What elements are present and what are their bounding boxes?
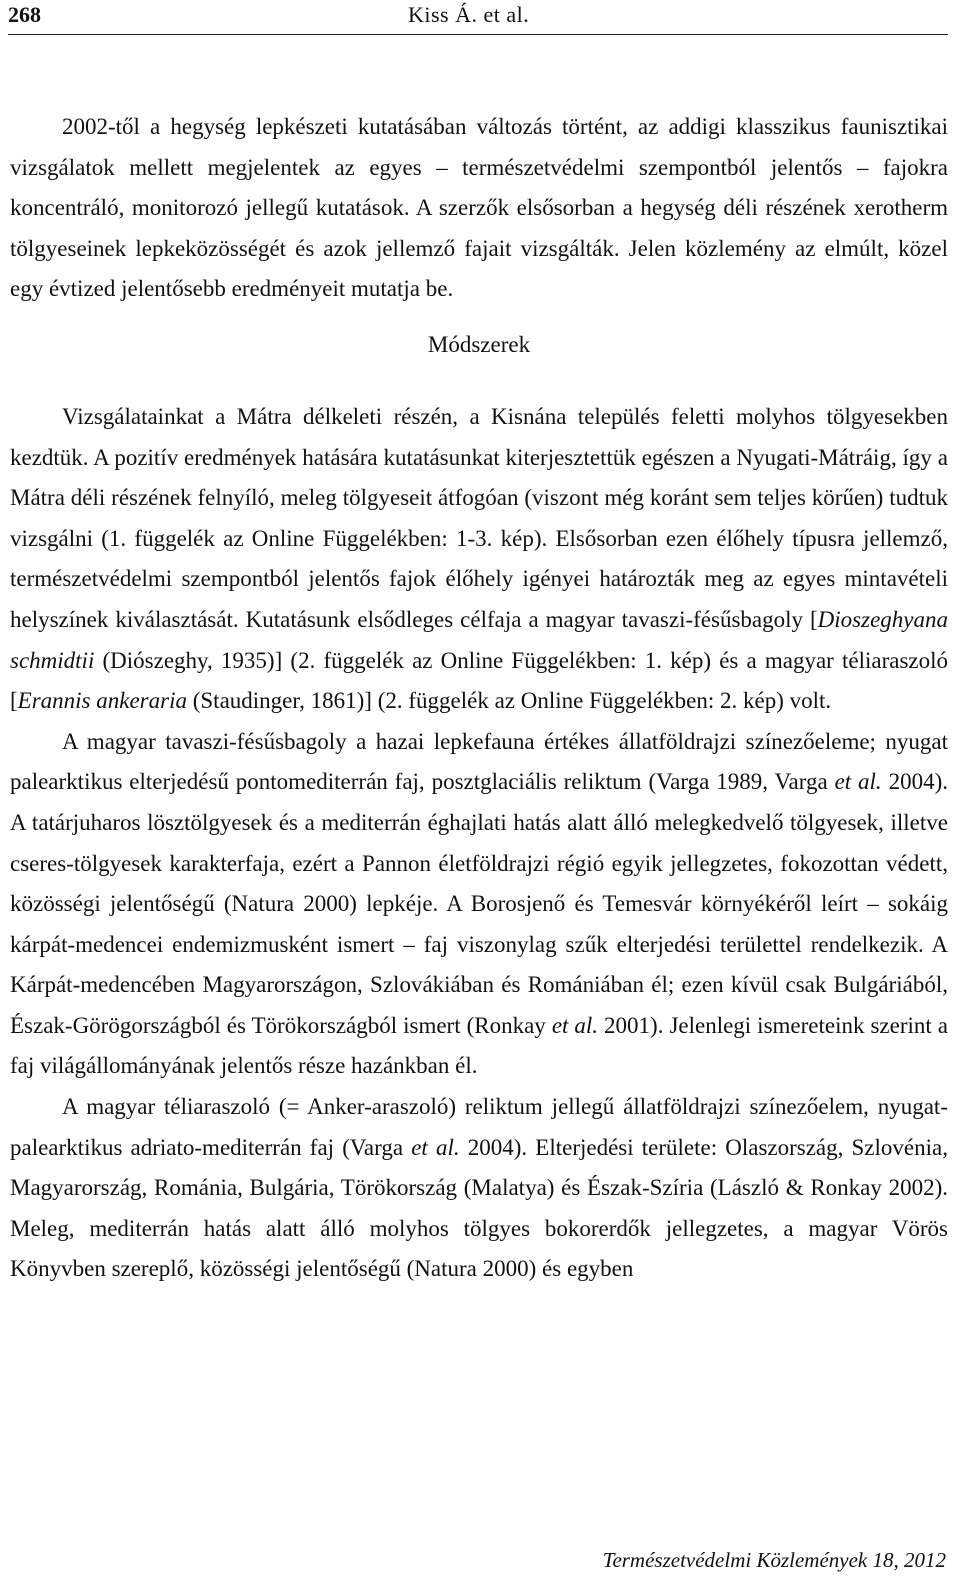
species1-paragraph xyxy=(10,722,948,1087)
page-header xyxy=(8,0,948,40)
species2-paragraph xyxy=(10,1087,948,1290)
text-run: A magyar tavaszi-fésűsbagoly a hazai lepkefauna értékes állatföldrajzi színezőeleme; nyugat palearktikus elterjedésű pontomediterrán faj, posztglaciális reliktum (Varga 1989, Varga xyxy=(10,728,948,795)
journal-footer: Természetvédelmi Közlemények 18, 2012 xyxy=(602,1548,946,1572)
section-heading: Módszerek xyxy=(427,331,531,357)
citation-etal: et al. xyxy=(411,1134,460,1160)
text-run: 2001). Jelenlegi ismereteink szerint a faj világállományának jelentős része hazánkban él. xyxy=(10,1012,948,1079)
header-rule xyxy=(8,34,948,35)
methods-paragraph xyxy=(10,397,948,722)
species-name: Erannis ankeraria xyxy=(17,688,187,714)
article-body xyxy=(10,107,948,1290)
page-number: 268 xyxy=(8,2,41,27)
text-run: (Staudinger, 1861)] (2. függelék az Online Függelékben: 2. kép) volt. xyxy=(186,688,832,714)
species-name: Dioszeghyana schmidtii xyxy=(10,606,948,673)
text-run: (Diószeghy, 1935)] (2. függelék az Online Függelékben: 1. kép) és a magyar téliaraszoló [ xyxy=(10,647,948,714)
running-head: Kiss Á. et al. xyxy=(408,2,530,27)
citation-etal: et al. xyxy=(551,1012,599,1038)
intro-paragraph: 2002-től a hegység lepkészeti kutatásában változás történt, az addigi klasszikus faunisztikai vizsgálatok mellett megjelentek az egyes – természetvédelmi szempontból jelentős – fajokra koncentráló, monitorozó jellegű kutatások. A szerzők elsősorban a hegység déli részének xerotherm tölgyeseinek lepkeközösségét és azok jellemző fajait vizsgálták. Jelen közlemény az elmúlt, közel egy évtized jelentősebb eredményeit mutatja be. xyxy=(10,114,948,302)
citation-etal: et al. xyxy=(834,769,882,795)
text-run: A magyar téliaraszoló (= Anker-araszoló) reliktum jellegű állatföldrajzi színezőelem, nyugat-palearktikus adriato-mediterrán faj (Varga xyxy=(10,1094,948,1160)
text-run: 2004). Elterjedési területe: Olaszország, Szlovénia, Magyarország, Románia, Bulgária, Törökország (Malatya) és Észak-Szíria (László & Ronkay 2002). Meleg, mediterrán hatás alatt álló molyhos tölgyes bokorerdők jellegzetes, a magyar Vörös Könyvben szereplő, közösségi jelentőségű (Natura 2000) és egyben xyxy=(10,1134,948,1282)
text-run: 2004). A tatárjuharos lösztölgyesek és a mediterrán éghajlati hatás alatt álló melegkedvelő tölgyesek, illetve cseres-tölgyesek karakterfaja, ezért a Pannon életföldrajzi régió egyik jellegzetes, fokozottan védett, közösségi jelentőségű (Natura 2000) lepkéje. A Borosjenő és Temesvár környékéről leírt – sokáig kárpát-medencei endemizmusként ismert – faj viszonylag szűk elterjedési területtel rendelkezik. A Kárpát-medencében Magyarországon, Szlovákiában és Romániában él; ezen kívül csak Bulgáriából, Észak-Görögországból és Törökországból ismert (Ronkay xyxy=(10,769,948,1038)
text-run: Vizsgálatainkat a Mátra délkeleti részén, a Kisnána település feletti molyhos tölgyesekben kezdtük. A pozitív eredmények hatására kutatásunkat kiterjesztettük egészen a Nyugati-Mátráig, így a Mátra déli részének felnyíló, meleg tölgyeseit átfogóan (viszont még koránt sem teljes körűen) tudtuk vizsgálni (1. függelék az Online Függelékben: 1-3. kép). Elsősorban ezen élőhely típusra jellemző, természetvédelmi szempontból jelentős fajok élőhely igényei határozták meg az egyes mintavételi helyszínek kiválasztását. Kutatásunk elsődleges célfaja a magyar tavaszi-fésűsbagoly [ xyxy=(10,403,948,632)
